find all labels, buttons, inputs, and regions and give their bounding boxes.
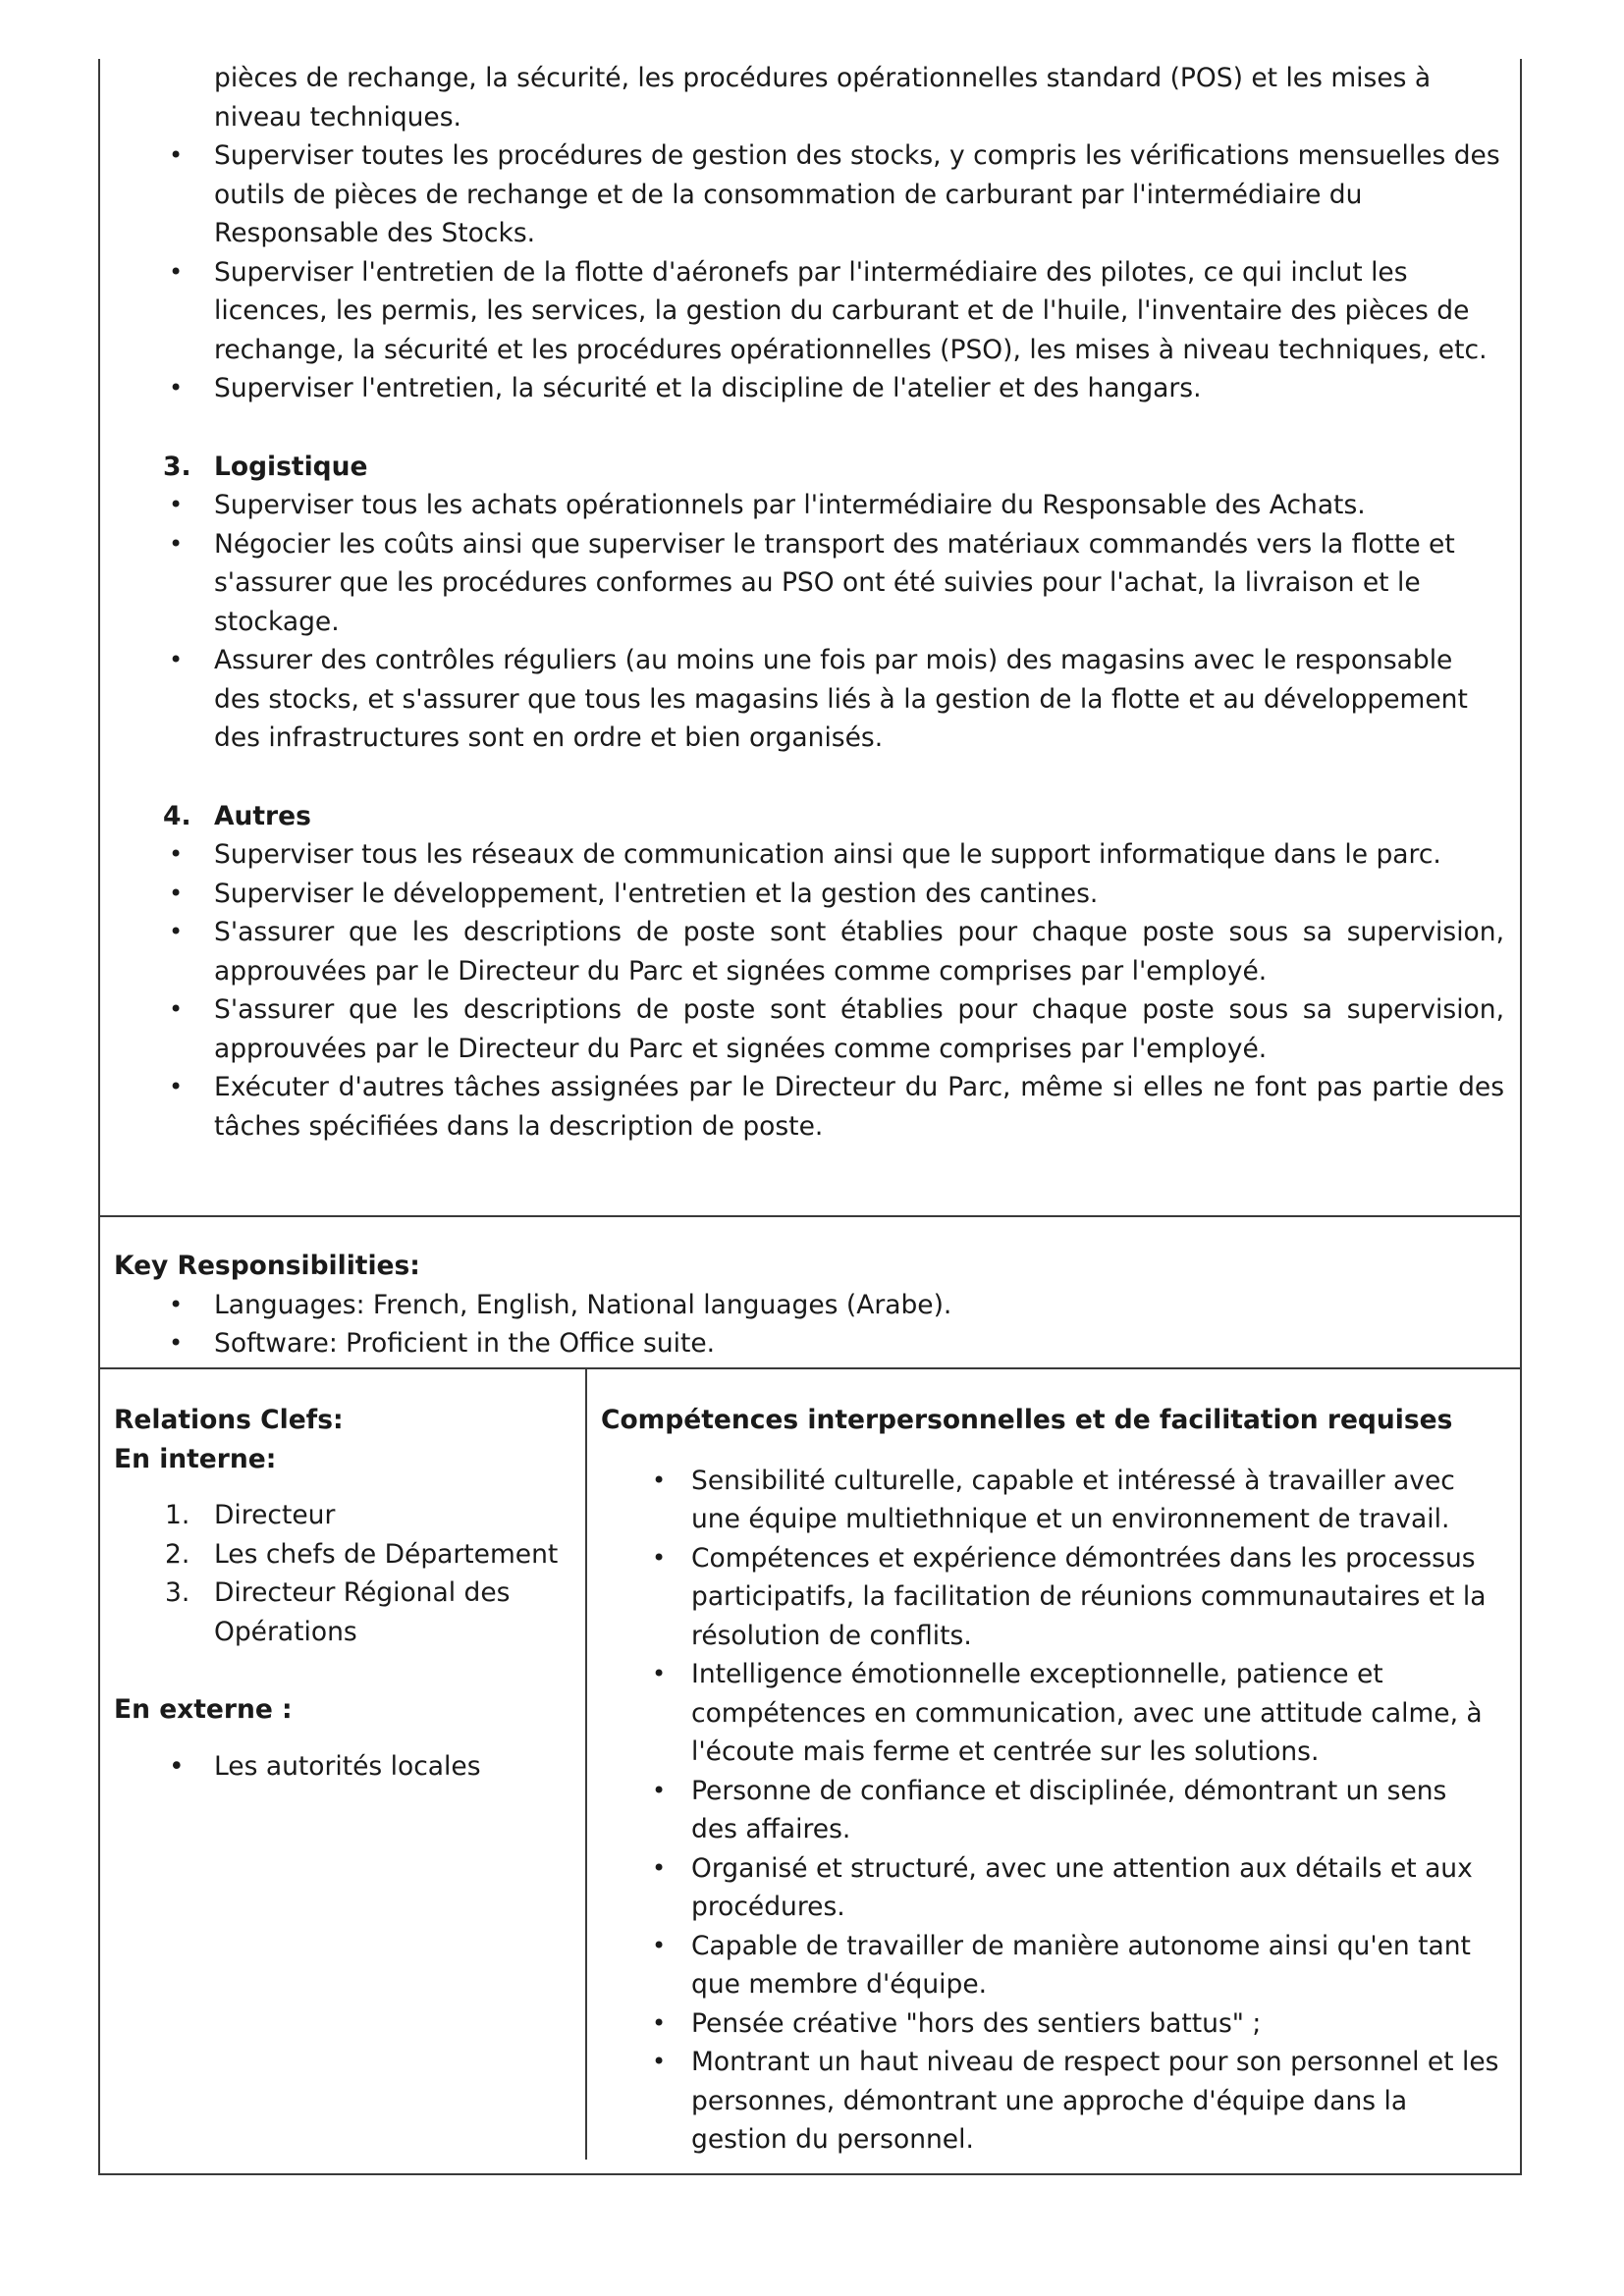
list-item: • Superviser toutes les procédures de gestion des stocks, y compris les vérifications mensuelles des outils de pièces de rechange et de la consommation de carburant par l'intermédiaire du Responsable des Stocks. <box>100 136 1504 253</box>
list-item: • Capable de travailler de manière autonome ainsi qu'en tant que membre d'équipe. <box>601 1927 1500 2004</box>
list-item <box>114 1574 585 1651</box>
item-number: 1. <box>165 1500 190 1530</box>
item-number: 2. <box>165 1538 190 1570</box>
list-item: • Les autorités locales <box>114 1747 585 1787</box>
list-item: • Superviser l'entretien, la sécurité et la discipline de l'atelier et des hangars. <box>100 369 1504 408</box>
list-item: • Montrant un haut niveau de respect pour son personnel et les personnes, démontrant une approche d'équipe dans la gestion du personnel. <box>601 2043 1500 2160</box>
list-item: • Superviser le développement, l'entretien et la gestion des cantines. <box>100 875 1504 914</box>
others-bullets <box>100 835 1504 1146</box>
list-item: • Superviser tous les réseaux de communication ainsi que le support informatique dans le parc. <box>100 835 1504 875</box>
relations-heading: Relations Clefs: <box>114 1405 344 1435</box>
list-item <box>114 1496 585 1535</box>
document-page <box>98 59 1522 2175</box>
skills-heading: Compétences interpersonnelles et de facilitation requises <box>601 1405 1453 1435</box>
internal-heading: En interne: <box>114 1443 277 1474</box>
logistics-bullets <box>100 486 1504 758</box>
skills-column <box>587 1369 1520 2160</box>
duties-section <box>98 59 1522 1217</box>
list-item: • Intelligence émotionnelle exceptionnelle, patience et compétences en communication, avec une attitude calme, à l'écoute mais ferme et centrée sur les solutions. <box>601 1655 1500 1772</box>
section-heading-logistics <box>100 448 1504 487</box>
inventory-bullets <box>100 136 1504 408</box>
list-item: • Languages: French, English, National languages (Arabe). <box>114 1286 1520 1325</box>
intro-line-2: niveau techniques. <box>214 101 461 133</box>
list-item: • Exécuter d'autres tâches assignées par le Directeur du Parc, même si elles ne font pas partie des tâches spécifiées dans la description de poste. <box>100 1068 1504 1146</box>
list-item: • Assurer des contrôles réguliers (au moins une fois par mois) des magasins avec le responsable des stocks, et s'assurer que tous les magasins liés à la gestion de la flotte et au développement des infrastructures sont en ordre et bien organisés. <box>100 641 1504 758</box>
internal-list <box>114 1496 585 1651</box>
item-number: 3. <box>165 1577 190 1608</box>
item-text: Directeur Régional des Opérations <box>214 1577 511 1647</box>
list-item: • Négocier les coûts ainsi que superviser le transport des matériaux commandés vers la flotte et s'assurer que les procédures conformes au PSO ont été suivies pour l'achat, la livraison et le stockage. <box>100 525 1504 642</box>
section-title: Autres <box>214 800 311 831</box>
item-text: Directeur <box>214 1500 336 1530</box>
skills-list <box>601 1462 1500 2160</box>
list-item: • Software: Proficient in the Office suite. <box>114 1324 1520 1363</box>
list-item: • Organisé et structuré, avec une attention aux détails et aux procédures. <box>601 1849 1500 1927</box>
external-list <box>114 1747 585 1787</box>
list-item: • Sensibilité culturelle, capable et intéressé à travailler avec une équipe multiethnique et un environnement de travail. <box>601 1462 1500 1539</box>
list-item: • Personne de confiance et disciplinée, démontrant un sens des affaires. <box>601 1772 1500 1849</box>
relations-skills-table <box>98 1369 1522 2175</box>
relations-column <box>100 1369 587 2160</box>
list-item <box>114 1535 585 1575</box>
list-item: • Superviser tous les achats opérationnels par l'intermédiaire du Responsable des Achats. <box>100 486 1504 525</box>
list-item: • Compétences et expérience démontrées dans les processus participatifs, la facilitation de réunions communautaires et la résolution de conflits. <box>601 1539 1500 1656</box>
key-responsibilities-section <box>98 1217 1522 1369</box>
list-item: • Pensée créative "hors des sentiers battus" ; <box>601 2004 1500 2044</box>
item-text: Les chefs de Département <box>214 1538 559 1570</box>
section-heading-others <box>100 797 1504 836</box>
section-title: Logistique <box>214 451 368 482</box>
list-item: • S'assurer que les descriptions de poste sont établies pour chaque poste sous sa supervision, approuvées par le Directeur du Parc et signées comme comprises par l'employé. <box>100 913 1504 990</box>
list-item: • Superviser l'entretien de la flotte d'aéronefs par l'intermédiaire des pilotes, ce qui inclut les licences, les permis, les services, la gestion du carburant et de l'huile, l'inventaire des pièces de rechange, la sécurité et les procédures opérationnelles (PSO), les mises à niveau techniques, etc. <box>100 253 1504 370</box>
key-responsibilities-list <box>114 1286 1520 1363</box>
section-number: 4. <box>163 800 191 831</box>
key-responsibilities-heading: Key Responsibilities: <box>114 1251 420 1281</box>
external-heading: En externe : <box>114 1694 293 1725</box>
section-number: 3. <box>163 451 191 482</box>
intro-line-1: pièces de rechange, la sécurité, les procédures opérationnelles standard (POS) et les mises à <box>214 63 1432 93</box>
list-item: • S'assurer que les descriptions de poste sont établies pour chaque poste sous sa supervision, approuvées par le Directeur du Parc et signées comme comprises par l'employé. <box>100 990 1504 1068</box>
